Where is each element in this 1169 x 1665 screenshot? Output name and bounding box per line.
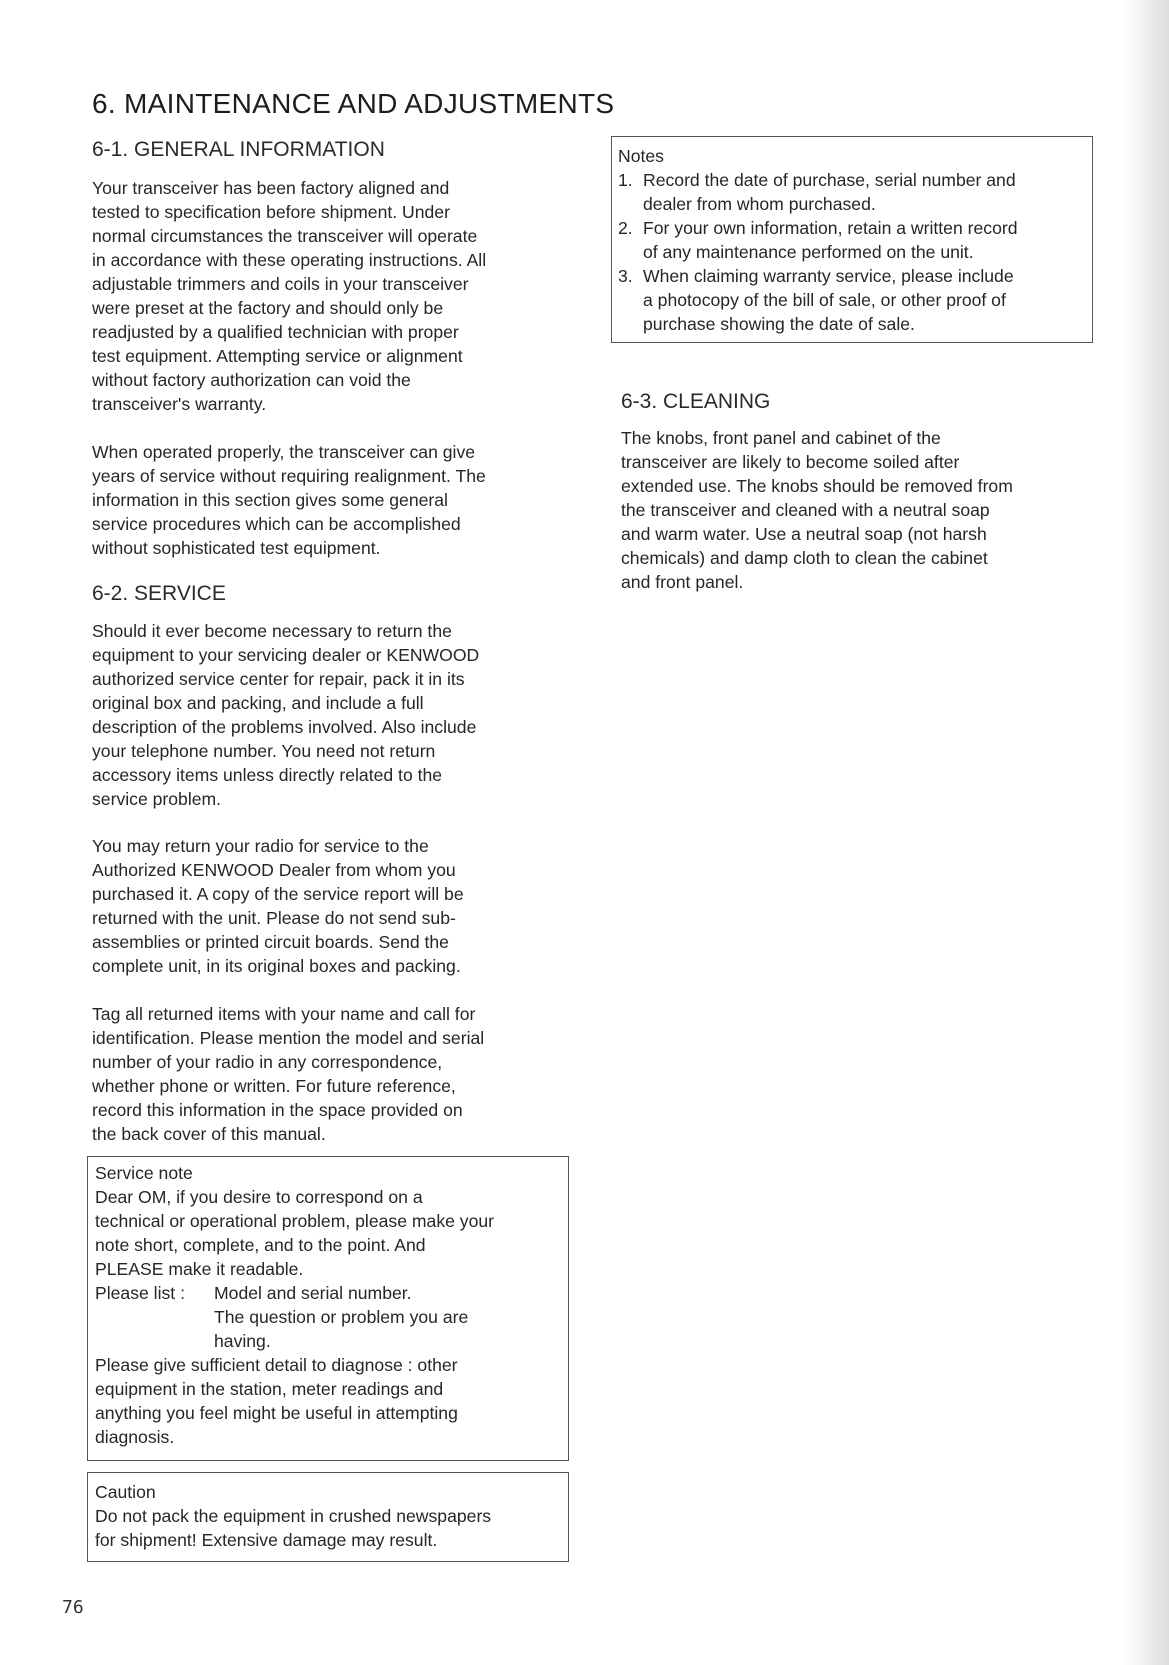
text-line: identification. Please mention the model and serial: [92, 1028, 485, 1048]
list-item: The question or problem you are: [214, 1307, 469, 1327]
notes-item-number: 3.: [618, 266, 633, 286]
text-line: of any maintenance performed on the unit.: [643, 242, 974, 262]
cleaning-heading: 6-3. CLEANING: [621, 390, 771, 413]
text-line: were preset at the factory and should only be: [92, 298, 444, 318]
text-line: for shipment! Extensive damage may result.: [95, 1530, 438, 1550]
text-line: whether phone or written. For future reference,: [92, 1076, 456, 1096]
text-line: equipment to your servicing dealer or KENWOOD: [92, 645, 480, 665]
service-paragraph-3: [92, 1002, 484, 1146]
text-line: purchased it. A copy of the service report will be: [92, 884, 464, 904]
general-information-paragraph-1: [92, 176, 486, 416]
page-edge-shadow: [1123, 0, 1169, 1665]
notes-item-number: 1.: [618, 170, 633, 190]
text-line: record this information in the space provided on: [92, 1100, 463, 1120]
text-line: accessory items unless directly related to the: [92, 765, 443, 785]
text-line: description of the problems involved. Also include: [92, 717, 477, 737]
text-line: chemicals) and damp cloth to clean the cabinet: [621, 548, 988, 568]
text-line: Do not pack the equipment in crushed newspapers: [95, 1506, 492, 1526]
text-line: adjustable trimmers and coils in your transceiver: [92, 274, 469, 294]
service-note-title: Service note: [95, 1163, 193, 1183]
text-line: authorized service center for repair, pack it in its: [92, 669, 465, 689]
text-line: equipment in the station, meter readings and: [95, 1379, 444, 1399]
text-line: information in this section gives some general: [92, 490, 448, 510]
notes-item: [618, 216, 1092, 264]
text-line: You may return your radio for service to the: [92, 836, 429, 856]
list-item: Model and serial number.: [214, 1283, 412, 1303]
please-list-items: [214, 1281, 468, 1353]
text-line: original box and packing, and include a full: [92, 693, 424, 713]
text-line: in accordance with these operating instructions. All: [92, 250, 487, 270]
notes-list: [618, 168, 1092, 336]
text-line: For your own information, retain a written record: [643, 218, 1018, 238]
text-line: Should it ever become necessary to return the: [92, 621, 452, 641]
text-line: service procedures which can be accomplished: [92, 514, 461, 534]
text-line: a photocopy of the bill of sale, or other proof of: [643, 290, 1006, 310]
text-line: without factory authorization can void the: [92, 370, 411, 390]
text-line: transceiver are likely to become soiled after: [621, 452, 960, 472]
general-information-paragraph-2: [92, 440, 486, 560]
text-line: Tag all returned items with your name and call for: [92, 1004, 476, 1024]
notes-item: [618, 168, 1092, 216]
text-line: number of your radio in any correspondence,: [92, 1052, 443, 1072]
notes-box: [611, 136, 1093, 343]
text-line: without sophisticated test equipment.: [92, 538, 381, 558]
text-line: extended use. The knobs should be removed from: [621, 476, 1013, 496]
text-line: purchase showing the date of sale.: [643, 314, 915, 334]
caution-title: Caution: [95, 1482, 156, 1502]
text-line: anything you feel might be useful in attempting: [95, 1403, 458, 1423]
notes-item-number: 2.: [618, 218, 633, 238]
page-title: 6. MAINTENANCE AND ADJUSTMENTS: [92, 88, 615, 119]
text-line: returned with the unit. Please do not send sub-: [92, 908, 456, 928]
text-line: the transceiver and cleaned with a neutral soap: [621, 500, 990, 520]
text-line: transceiver's warranty.: [92, 394, 267, 414]
text-line: Dear OM, if you desire to correspond on a: [95, 1187, 423, 1207]
general-information-heading: 6-1. GENERAL INFORMATION: [92, 138, 385, 161]
text-line: test equipment. Attempting service or alignment: [92, 346, 463, 366]
text-line: readjusted by a qualified technician with proper: [92, 322, 459, 342]
text-line: normal circumstances the transceiver will operate: [92, 226, 478, 246]
notes-item: [618, 264, 1092, 336]
text-line: Authorized KENWOOD Dealer from whom you: [92, 860, 456, 880]
text-line: Your transceiver has been factory aligned and: [92, 178, 450, 198]
text-line: note short, complete, and to the point. And: [95, 1235, 426, 1255]
please-list-row: [95, 1281, 568, 1353]
text-line: tested to specification before shipment. Under: [92, 202, 450, 222]
service-paragraph-2: [92, 834, 464, 978]
please-list-label: Please list :: [95, 1283, 185, 1303]
text-line: Please give sufficient detail to diagnose : other: [95, 1355, 458, 1375]
text-line: dealer from whom purchased.: [643, 194, 876, 214]
text-line: and front panel.: [621, 572, 744, 592]
service-heading: 6-2. SERVICE: [92, 582, 226, 605]
service-paragraph-1: [92, 619, 479, 811]
text-line: The knobs, front panel and cabinet of the: [621, 428, 941, 448]
list-item-continuation: having.: [214, 1331, 271, 1351]
text-line: and warm water. Use a neutral soap (not harsh: [621, 524, 987, 544]
text-line: years of service without requiring realignment. The: [92, 466, 486, 486]
cleaning-paragraph: [621, 426, 1013, 594]
text-line: complete unit, in its original boxes and packing.: [92, 956, 461, 976]
caution-box: [87, 1472, 569, 1562]
service-note-box: [87, 1156, 569, 1461]
text-line: your telephone number. You need not return: [92, 741, 436, 761]
text-line: PLEASE make it readable.: [95, 1259, 304, 1279]
text-line: the back cover of this manual.: [92, 1124, 326, 1144]
text-line: When operated properly, the transceiver can give: [92, 442, 476, 462]
notes-title: Notes: [618, 146, 664, 166]
text-line: When claiming warranty service, please include: [643, 266, 1014, 286]
text-line: Record the date of purchase, serial number and: [643, 170, 1016, 190]
text-line: service problem.: [92, 789, 222, 809]
text-line: technical or operational problem, please make your: [95, 1211, 495, 1231]
page-number: 76: [62, 1597, 84, 1618]
text-line: assemblies or printed circuit boards. Send the: [92, 932, 449, 952]
text-line: diagnosis.: [95, 1427, 175, 1447]
